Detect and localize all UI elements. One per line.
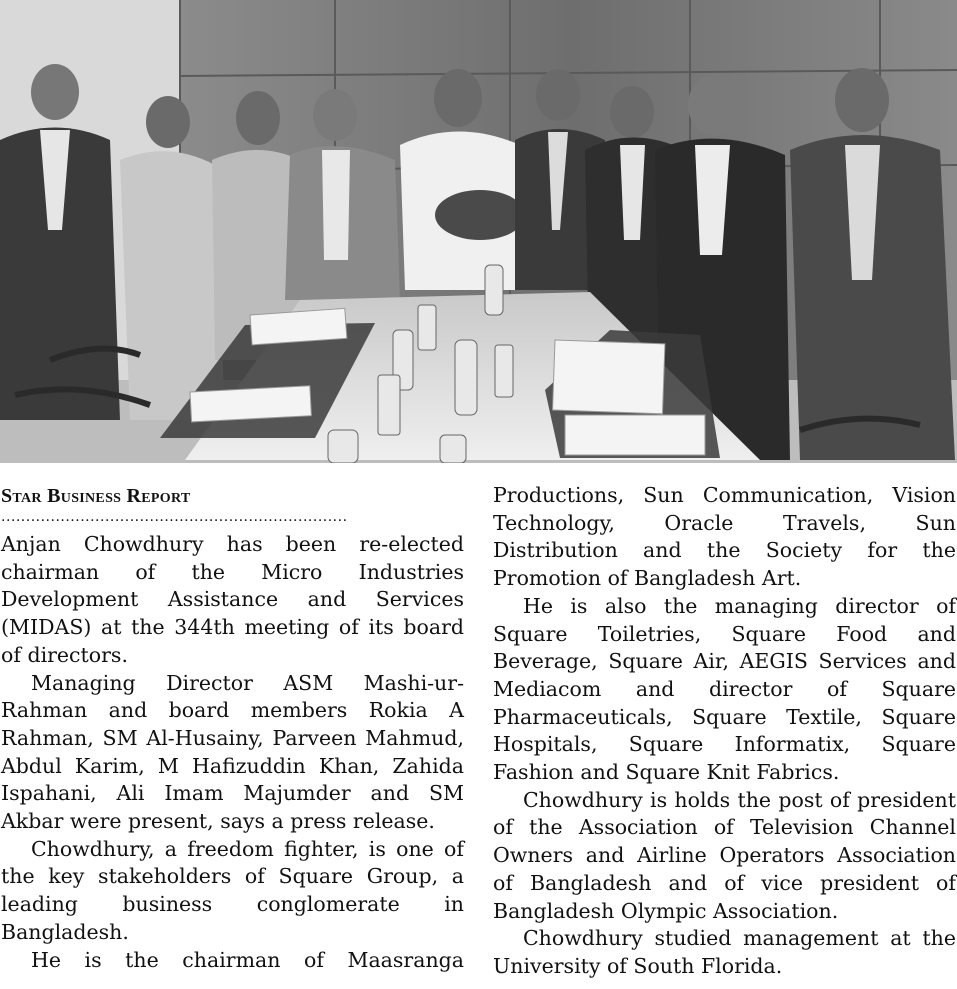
news-photo bbox=[0, 0, 957, 463]
byline-separator: ...................................................................... bbox=[1, 510, 348, 524]
paragraph-2: Managing Director ASM Mashi-ur-Rahman and board members Rokia A Rahman, SM Al-Husainy, Parveen Mahmud, Abdul Karim, M Hafizuddin Khan, Zahida Ispahani, Ali Imam Majumder and SM Akbar were present, says a press release. bbox=[1, 670, 464, 834]
paragraph-6: Chowdhury is holds the post of president of the Association of Television Channel Owners and Airline Operators Association of Bangladesh and of vice president of Bangladesh Olympic Association. bbox=[493, 787, 956, 923]
paragraph-4-continued: Productions, Sun Communication, Vision Technology, Oracle Travels, Sun Distribution and the Society for the Promotion of Bangladesh Art. bbox=[493, 483, 956, 591]
byline: Star Business Report bbox=[1, 485, 191, 507]
article-column-right bbox=[493, 482, 956, 981]
paragraph-7: Chowdhury studied management at the University of South Florida. bbox=[493, 926, 956, 978]
paragraph-1: Anjan Chowdhury has been re-elected chairman of the Micro Industries Development Assistance and Services (MIDAS) at the 344th meeting of its board of directors. bbox=[1, 532, 464, 667]
article-column-left bbox=[1, 482, 464, 974]
paragraph-4-start: He is the chairman of Maasranga bbox=[31, 947, 464, 972]
paragraph-3: Chowdhury, a freedom fighter, is one of the key stakeholders of Square Group, a leading business conglomerate in Bangladesh. bbox=[1, 836, 464, 944]
paragraph-5: He is also the managing director of Square Toiletries, Square Food and Beverage, Square Air, AEGIS Services and Mediacom and director of Square Pharmaceuticals, Square Textile, Square Hospitals, Square Informatix, Square Fashion and Square Knit Fabrics. bbox=[493, 593, 956, 785]
group-photo-illustration bbox=[0, 0, 957, 463]
